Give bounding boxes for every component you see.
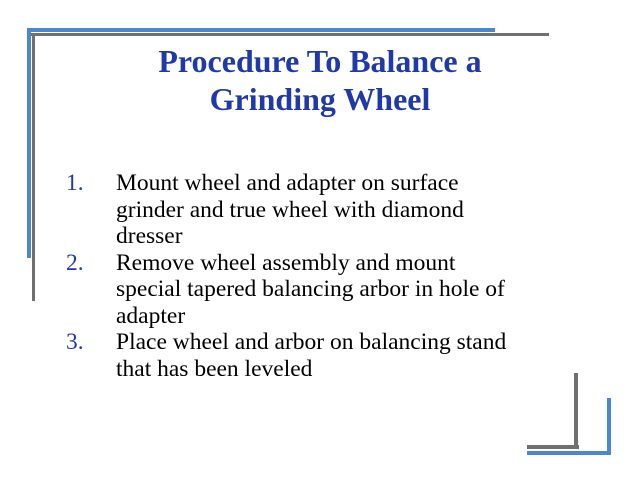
step-item-3	[66, 329, 596, 382]
step-number: 1.	[66, 170, 84, 196]
frame-left-blue-bar	[27, 28, 31, 258]
step-text-line: special tapered balancing arbor in hole of	[116, 276, 505, 302]
step-number: 3.	[66, 329, 84, 355]
step-item-2	[66, 250, 596, 330]
slide-title	[40, 42, 600, 118]
step-text-line: Place wheel and arbor on balancing stand	[116, 329, 507, 355]
frame-right-blue-bar	[607, 398, 611, 452]
frame-bottom-gray-bar	[527, 445, 579, 449]
step-text-line: Mount wheel and adapter on surface	[116, 170, 459, 196]
step-text-line: dresser	[116, 223, 183, 249]
procedure-steps-list	[66, 170, 596, 382]
step-text-line: grinder and true wheel with diamond	[116, 196, 464, 223]
step-text-line: Remove wheel assembly and mount	[116, 249, 456, 276]
frame-left-gray-bar	[32, 33, 35, 301]
step-number: 2.	[66, 249, 84, 276]
step-text-line: adapter	[116, 302, 186, 329]
frame-top-gray-bar	[31, 33, 549, 36]
frame-bottom-blue-bar	[527, 451, 611, 455]
slide-title-line-1: Procedure To Balance a	[158, 43, 482, 79]
step-item-1	[66, 170, 596, 250]
frame-top-blue-bar	[27, 28, 495, 32]
slide-title-line-2: Grinding Wheel	[209, 81, 431, 117]
frame-right-gray-bar	[574, 373, 578, 449]
step-text-line: that has been leveled	[116, 355, 313, 382]
